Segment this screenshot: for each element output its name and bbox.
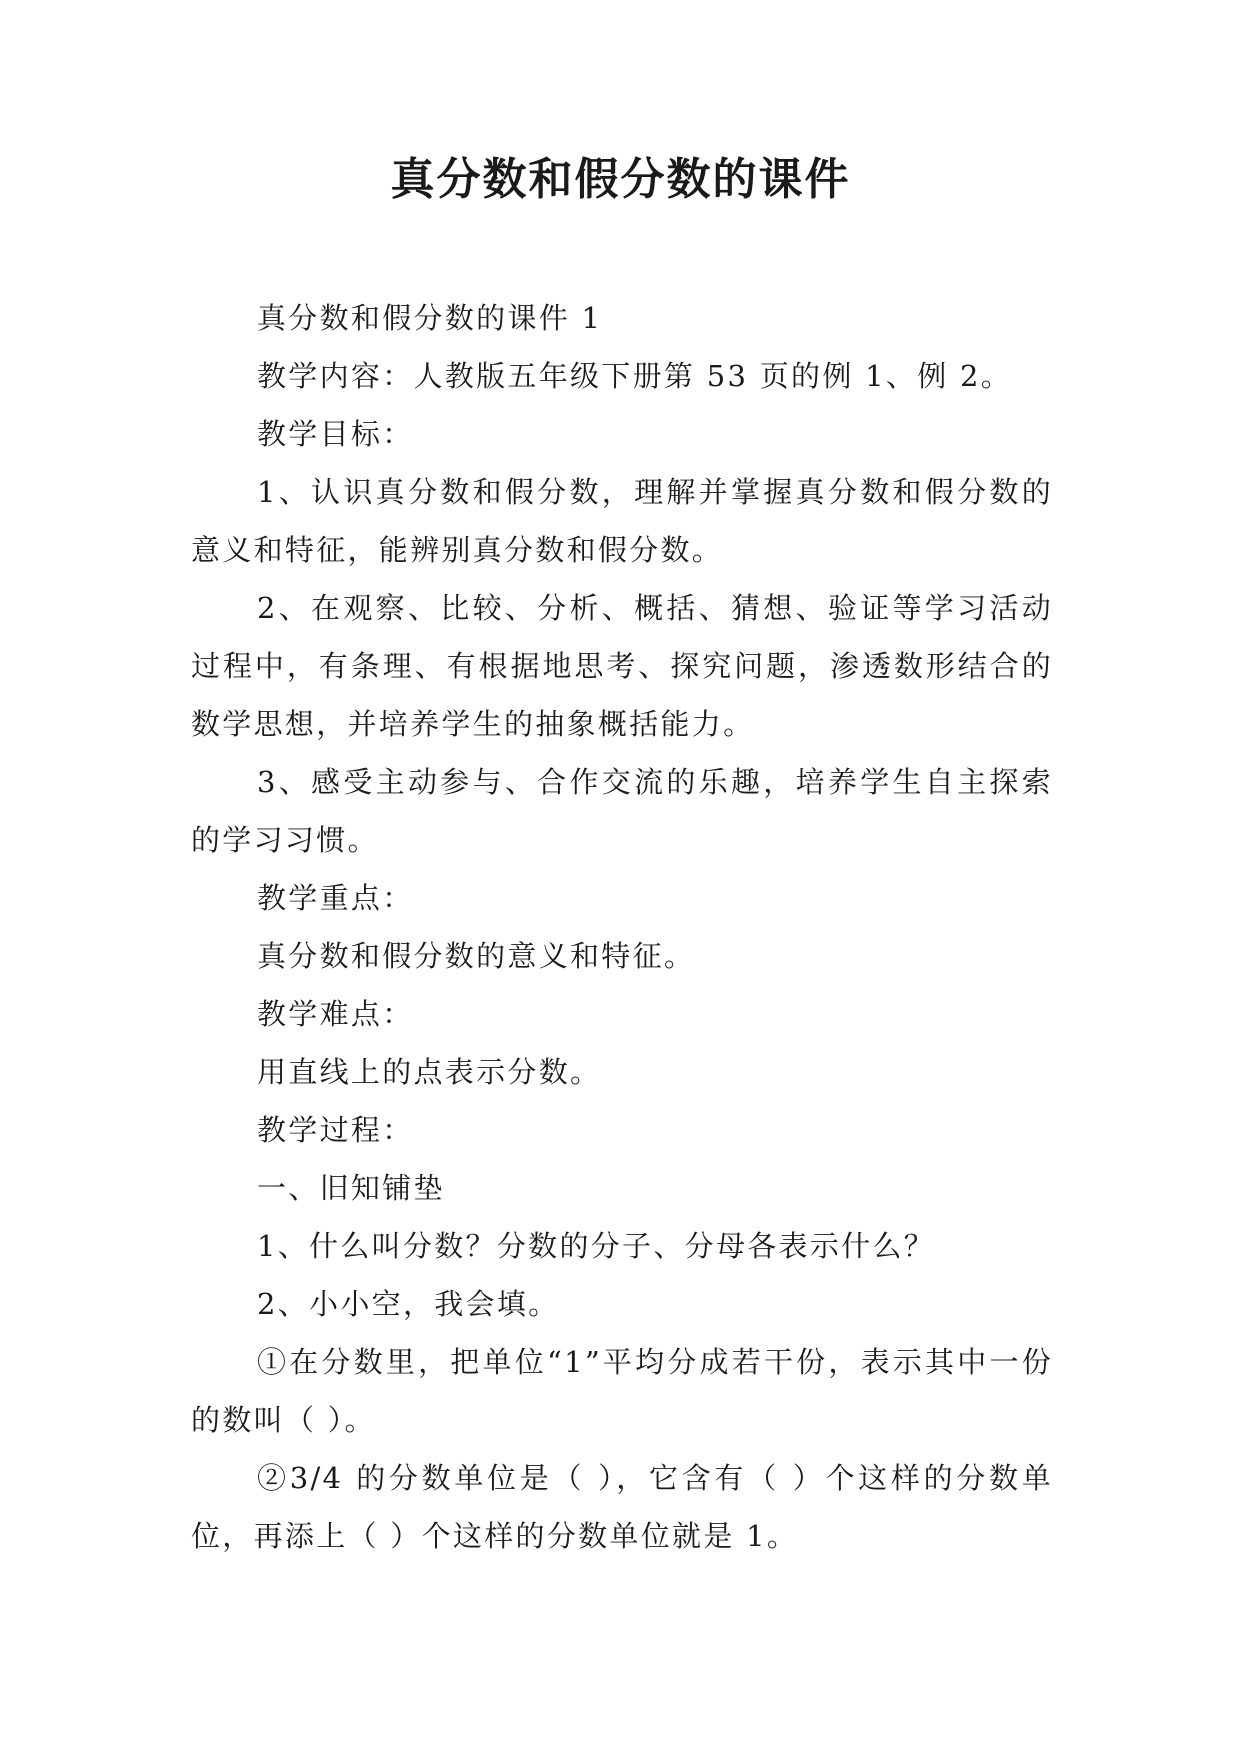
fill-blank-2: ②3/4 的分数单位是（ ），它含有（ ）个这样的分数单位，再添上（ ）个这样的分数单位就是 1。 — [191, 1461, 1053, 1553]
difficulty-text: 用直线上的点表示分数。 — [257, 1055, 602, 1089]
document-body — [191, 289, 1053, 1565]
document-title: 真分数和假分数的课件 — [390, 154, 851, 205]
key-points-label: 教学重点： — [257, 881, 414, 915]
goal-item-1: 1、认识真分数和假分数，理解并掌握真分数和假分数的意义和特征，能辨别真分数和假分数。 — [191, 475, 1053, 567]
process-step-heading: 一、旧知铺垫 — [257, 1171, 445, 1205]
difficulty-label: 教学难点： — [257, 997, 414, 1031]
teaching-content: 教学内容：人教版五年级下册第 53 页的例 1、例 2。 — [257, 359, 1013, 393]
fill-blank-1: ①在分数里，把单位“1”平均分成若干份，表示其中一份的数叫（ ）。 — [191, 1345, 1053, 1437]
section-heading: 真分数和假分数的课件 1 — [257, 301, 603, 335]
question-1: 1、什么叫分数？分数的分子、分母各表示什么？ — [257, 1229, 936, 1263]
goal-item-3: 3、感受主动参与、合作交流的乐趣，培养学生自主探索的学习习惯。 — [191, 765, 1053, 857]
process-label: 教学过程： — [257, 1113, 414, 1147]
key-points-text: 真分数和假分数的意义和特征。 — [257, 939, 696, 973]
goal-item-2: 2、在观察、比较、分析、概括、猜想、验证等学习活动过程中，有条理、有根据地思考、探究问题，渗透数形结合的数学思想，并培养学生的抽象概括能力。 — [191, 591, 1053, 741]
question-2: 2、小小空，我会填。 — [257, 1287, 560, 1321]
teaching-goals-label: 教学目标： — [257, 417, 414, 451]
